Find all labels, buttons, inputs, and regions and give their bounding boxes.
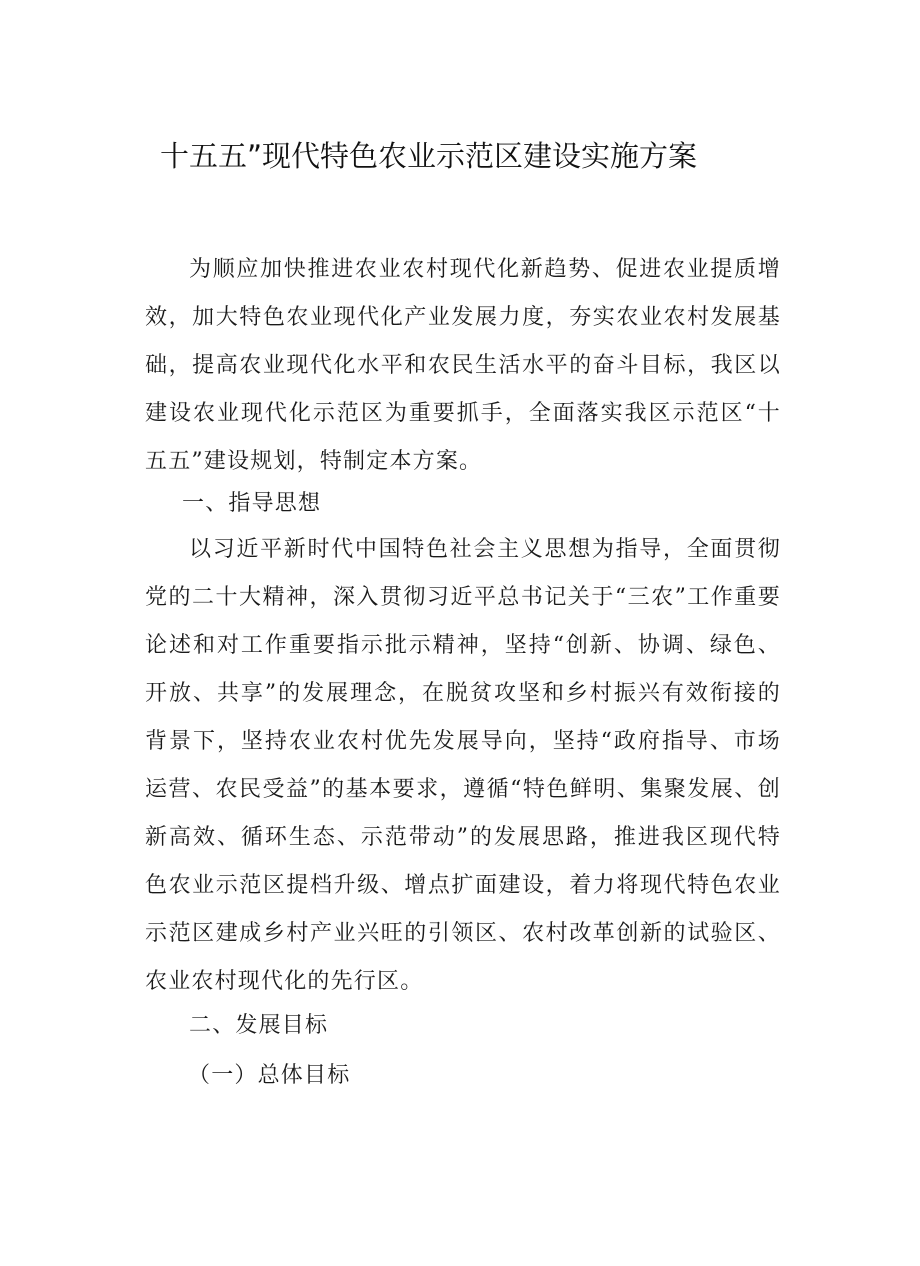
section-heading-guiding-ideology: 一、指导思想 <box>182 491 322 516</box>
intro-paragraph: 为顺应加快推进农业农村现代化新趋势、促进农业提质增效，加大特色农业现代化产业发展力度，夯实农业农村发展基础，提高农业现代化水平和农民生活水平的奋斗目标，我区以建设农业现代化示范区为重要抓手，全面落实我区示范区“十五五”建设规划，特制定本方案。 <box>145 257 781 474</box>
guiding-ideology-paragraph-block <box>145 526 781 1006</box>
section-heading-development-goals-block <box>189 1002 825 1050</box>
subsection-heading-overall-goals: （一）总体目标 <box>188 1063 351 1088</box>
intro-paragraph-block <box>145 246 781 486</box>
section-heading-development-goals: 二、发展目标 <box>189 1013 329 1038</box>
subsection-heading-overall-goals-block <box>188 1052 824 1100</box>
section-heading-guiding-ideology-block <box>182 480 818 528</box>
guiding-ideology-paragraph: 以习近平新时代中国特色社会主义思想为指导，全面贯彻党的二十大精神，深入贯彻习近平总书记关于“三农”工作重要论述和对工作重要指示批示精神，坚持“创新、协调、绿色、开放、共享”的发展理念，在脱贫攻坚和乡村振兴有效衔接的背景下，坚持农业农村优先发展导向，坚持“政府指导、市场运营、农民受益”的基本要求，遵循“特色鲜明、集聚发展、创新高效、循环生态、示范带动”的发展思路，推进我区现代特色农业示范区提档升级、增点扩面建设，着力将现代特色农业示范区建成乡村产业兴旺的引领区、农村改革创新的试验区、农业农村现代化的先行区。 <box>145 537 781 994</box>
document-title: 十五五”现代特色农业示范区建设实施方案 <box>160 139 698 173</box>
